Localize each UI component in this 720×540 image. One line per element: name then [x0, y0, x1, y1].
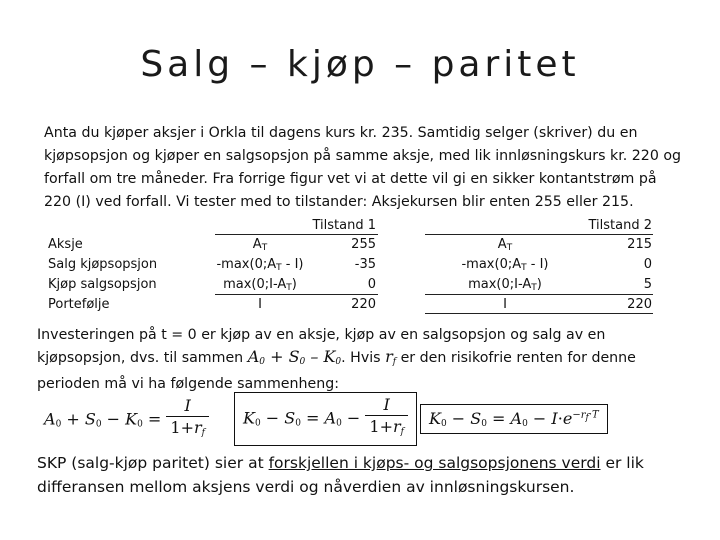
invest-expression: $A_0 + S_0 - K_0$: [247, 347, 342, 367]
row-label: Portefølje: [48, 297, 110, 312]
row-label: Aksje: [48, 237, 83, 252]
state2-header: Tilstand 2: [588, 218, 652, 233]
skp-text-pre: SKP (salg-kjøp paritet) sier at: [37, 454, 264, 472]
row-label: Kjøp salgsopsjon: [48, 277, 157, 292]
state2-value: 215: [627, 237, 652, 252]
formula-portefolje: I: [258, 297, 262, 312]
skp-underlined: forskjellen i kjøps- og salgsopsjonens verdi: [268, 454, 601, 472]
intro-paragraph: Anta du kjøper aksjer i Orkla til dagens kurs kr. 235. Samtidig selger (skriver) du en kjøpsopsjon og kjøper en salgsopsjon på samme aksje, med lik innløsningskurs kr. 220 og forfall om tre måneder. Fra forrige figur vet vi at dette vil gi en sikker kontantstrøm på 220 (I) ved forfall. Vi tester med to tilstander: Aksjekursen blir enten 255 eller 215.: [44, 125, 682, 210]
equation-1: $A_0 + S_0 - K_0$ = $\frac{I}{1+r_f}$: [44, 396, 209, 444]
invest-text-1: Investeringen på t = 0 er kjøp av en aksje, kjøp av en salgsopsjon og salg av en kjøpsopsjon, dvs. til sammen: [37, 327, 606, 366]
state2-value: 0: [643, 257, 652, 272]
row-label: Salg kjøpsopsjon: [48, 257, 158, 272]
formula-salg-kjop: $-\max(0;A_T - I)$: [216, 257, 304, 273]
formula-aksje: $A_T$: [252, 237, 268, 253]
investment-paragraph: [37, 324, 687, 395]
state1-value: 0: [367, 277, 376, 292]
formula-portefolje: I: [503, 297, 507, 312]
state1-header: Tilstand 1: [312, 218, 376, 233]
formula-kjop-salg: $\max(0;I-A_T)$: [468, 277, 542, 293]
formula-aksje: $A_T$: [497, 237, 513, 253]
equation-2: $K_0 - S_0 = A_0$ − $\frac{I}{1+r_f}$: [234, 392, 417, 446]
state2-value: 5: [643, 277, 652, 292]
page-title: Salg – kjøp – paritet: [140, 44, 580, 85]
state2-sum-rule: [425, 294, 653, 295]
skp-text-post: er lik differansen mellom aksjens verdi og nåverdien av innløsningskursen.: [37, 454, 644, 496]
state2-value: 220: [627, 297, 652, 312]
state1-value: 220: [351, 297, 376, 312]
invest-text-3: er den risikofrie renten for denne perioden må vi ha følgende sammenheng:: [37, 350, 636, 392]
formula-salg-kjop: $-\max(0;A_T - I)$: [461, 257, 549, 273]
state2-bottom-rule: [425, 313, 653, 314]
riskfree-rate-symbol: $r_f$: [385, 347, 397, 367]
formula-kjop-salg: $\max(0;I-A_T)$: [223, 277, 297, 293]
equation-3: $K_0 - S_0 = A_0 - I\cdot e^{-r_f\cdot T}$: [420, 404, 608, 434]
invest-text-2: . Hvis: [341, 350, 381, 366]
state1-value: -35: [354, 257, 376, 272]
state1-value: 255: [351, 237, 376, 252]
state1-sum-rule: [215, 294, 378, 295]
skp-paragraph: [37, 451, 687, 499]
